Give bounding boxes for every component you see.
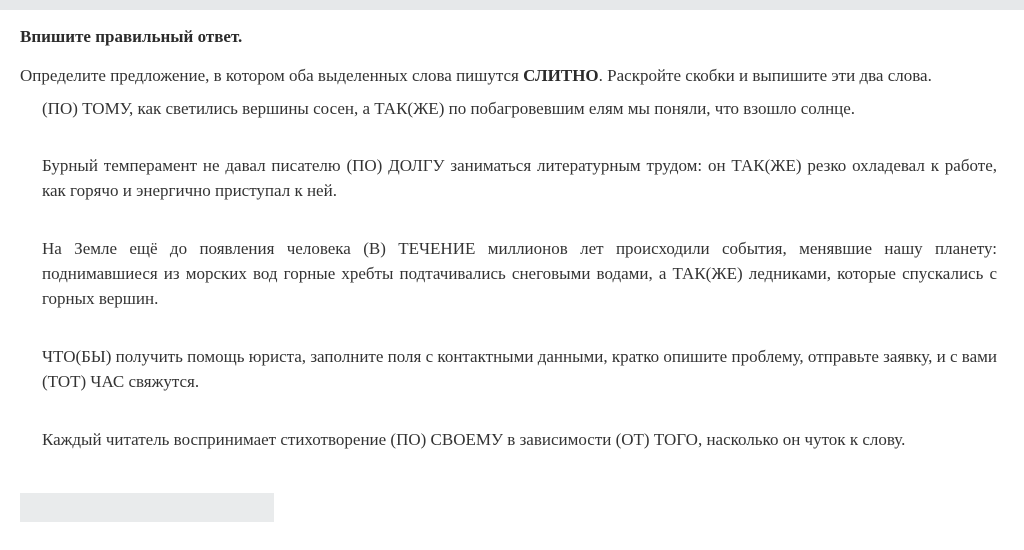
sentence-4: ЧТО(БЫ) получить помощь юриста, заполните поля с контактными данными, кратко опишите проблему, отправьте заявку, и с вами (ТОТ) ЧАС свяжутся. — [42, 347, 997, 391]
sentence-2: Бурный темперамент не давал писателю (ПО) ДОЛГУ заниматься литературным трудом: он ТАК(ЖЕ) резко охладевал к работе, как горячо и энергично приступал к ней. — [42, 156, 997, 200]
sentence-1: (ПО) ТОМУ, как светились вершины сосен, а ТАК(ЖЕ) по побагровевшим елям мы поняли, что взошло солнце. — [42, 99, 856, 118]
sentence-3: На Земле ещё до появления человека (В) ТЕЧЕНИЕ миллионов лет происходили события, менявшие нашу планету: поднимавшиеся из морских вод горные хребты подтачивались снеговыми водами, а ТАК(ЖЕ) ледниками, которые спускались с горных вершин. — [42, 239, 997, 308]
instruction-heading: Впишите правильный ответ. — [20, 27, 243, 46]
task-text-before: Определите предложение, в котором оба выделенных слова пишутся — [20, 66, 524, 85]
sentence-5: Каждый читатель воспринимает стихотворение (ПО) СВОЕМУ в зависимости (ОТ) ТОГО, насколько он чуток к слову. — [42, 430, 906, 449]
task-text-after: . Раскройте скобки и выпишите эти два слова. — [598, 66, 932, 85]
task-text — [20, 66, 932, 86]
top-bar — [0, 0, 1024, 10]
task-emphasis: СЛИТНО — [523, 66, 599, 85]
answer-input[interactable] — [20, 493, 274, 522]
